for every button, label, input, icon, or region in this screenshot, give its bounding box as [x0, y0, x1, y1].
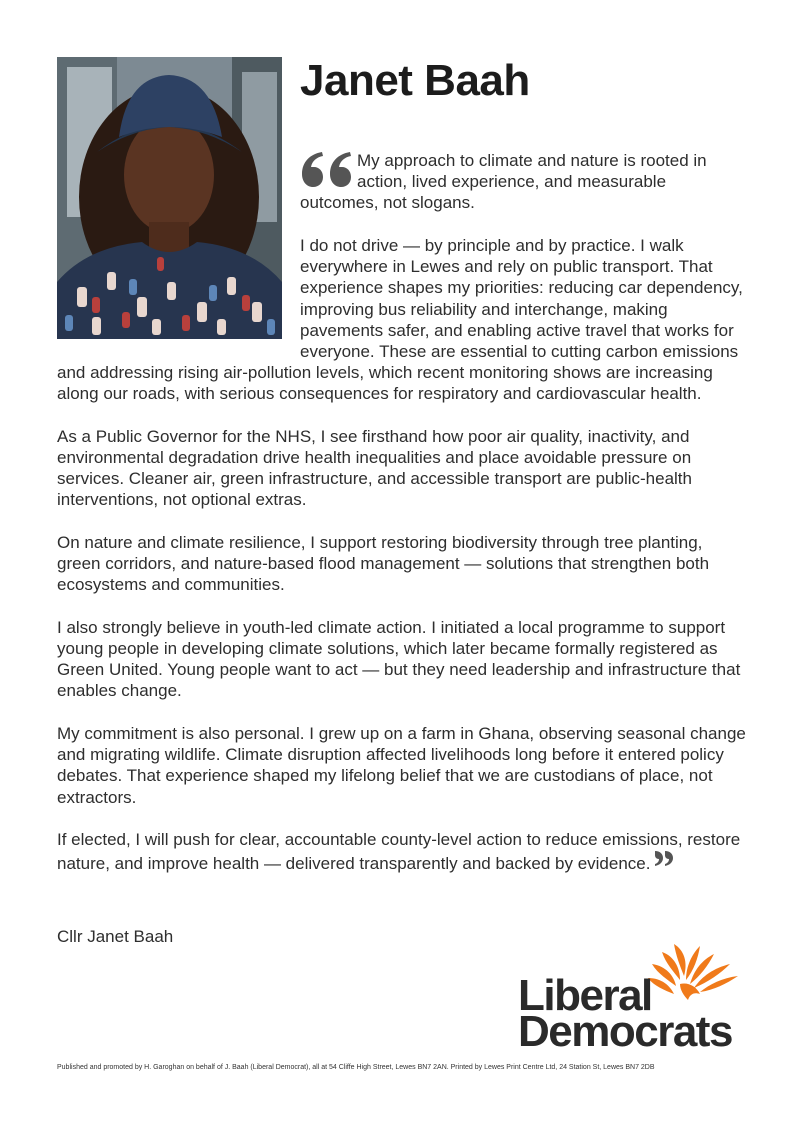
logo-word-liberal: Liberal [518, 971, 652, 1020]
candidate-name: Janet Baah [300, 56, 530, 105]
statement-paragraph: As a Public Governor for the NHS, I see firsthand how poor air quality, inactivity, and environmental degradation drive health inequalities and place avoidable pressure on services. Cleaner air, green infrastructure, and accessible transport are public-health interventions, not optional extras. [57, 426, 692, 510]
statement-paragraph: On nature and climate resilience, I support restoring biodiversity through tree planting, green corridors, and nature-based flood management — solutions that strengthen both ecosystems and communities. [57, 532, 710, 595]
statement-paragraph: If elected, I will push for clear, accountable county-level action to reduce emissions, restore nature, and improve health — delivered transparently and backed by evidence. [57, 830, 741, 874]
close-quote-icon [654, 850, 674, 866]
liberal-democrats-logo [518, 940, 744, 1056]
statement-paragraph: I do not drive — by principle and by practice. I walk everywhere in Lewes and rely on public transport. That experience shapes my priorities: reducing car dependency, improving bus reliability and interchange, making pavements safer, and enabling active travel that works for everyone. These are essential to cutting carbon emissions and addressing rising air-pollution levels, which recent monitoring shows are increasing along our roads, with serious consequences for respiratory and cardiovascular health. [57, 235, 743, 404]
open-quote-icon [300, 150, 354, 188]
imprint-text: Published and promoted by H. Garoghan on behalf of J. Baah (Liberal Democrat), all at 54 Cliffe High Street, Lewes BN7 2AN. Printed by Lewes Print Centre Ltd, 24 Station St, Lewes BN7 2DB [57, 1064, 655, 1071]
statement-paragraph: I also strongly believe in youth-led climate action. I initiated a local programme to support young people in developing climate solutions, which later became formally registered as Green United. Young people want to act — but they need leadership and infrastructure that enables change. [57, 617, 741, 701]
statement-paragraph: My commitment is also personal. I grew up on a farm in Ghana, observing seasonal change and migrating wildlife. Climate disruption affected livelihoods long before it entered policy debates. That experience shaped my lifelong belief that we are custodians of place, not extractors. [57, 723, 746, 807]
statement-body [57, 150, 749, 896]
signature: Cllr Janet Baah [57, 927, 174, 946]
statement-paragraph: My approach to climate and nature is rooted in action, lived experience, and measurable outcomes, not slogans. [300, 151, 707, 213]
photo-wrap-spacer [57, 150, 300, 343]
logo-word-democrats: Democrats [518, 1007, 732, 1056]
bird-of-liberty-icon [644, 940, 740, 1010]
